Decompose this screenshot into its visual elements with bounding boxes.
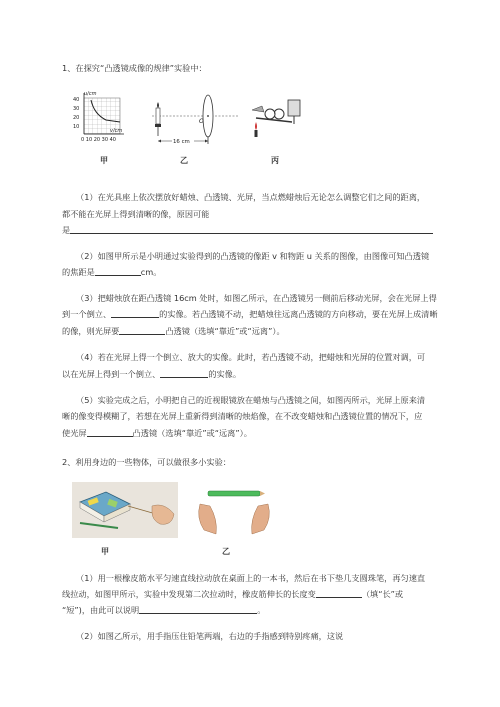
pencil-icon xyxy=(208,491,260,496)
candle-icon xyxy=(155,102,161,136)
q1-p1-line1: （1）在光具座上依次摆放好蜡烛、凸透镜、光屏，当点燃蜡烛后无论怎么调整它们之间的距离， xyxy=(76,192,426,202)
y-axis-label: u/cm xyxy=(84,91,97,97)
y-tick-20: 20 xyxy=(73,115,80,121)
q2-title: 2、利用身边的一些物体，可以做很多小实验： xyxy=(62,457,231,467)
q1-figure-jia xyxy=(70,88,132,160)
right-hand-photo xyxy=(252,504,270,534)
optical-center-label: O xyxy=(199,118,204,125)
uv-graph xyxy=(70,88,132,150)
q1-p1-line3: 是 xyxy=(62,224,433,237)
x-axis-label: v/cm xyxy=(110,128,123,134)
q1-p5-line2: 晰的像变得模糊了，若想在光屏上重新得到清晰的烛焰像，在不改变蜡烛和凸透镜位置的情况下，应 xyxy=(62,411,423,421)
q1-p2-line1: （2）如图甲所示是小明通过实验得到的凸透镜的像距 v 和物距 u 关系的图像，由图像可知凸透镜 xyxy=(76,251,430,261)
answer-blank[interactable] xyxy=(70,224,433,234)
q1-figure-yi xyxy=(150,92,240,150)
q1-p1-line2: 都不能在光屏上得到清晰的像，原因可能 xyxy=(62,209,210,219)
x-ticks: 0 10 20 30 40 xyxy=(81,137,116,143)
q2-p1-line1: （1）用一根橡皮筋水平匀速直线拉动放在桌面上的一本书，然后在书下垫几支圆珠笔，再匀速直 xyxy=(76,573,426,583)
q2-figure-yi xyxy=(196,484,272,540)
q1-p2-line2: 的焦距是 cm。 xyxy=(62,267,162,277)
q1-p3-line2: 到一个倒立、 的实像。若凸透镜不动，把蜡烛往远离凸透镜的方向移动，要在光屏上成清晰 xyxy=(62,309,438,319)
answer-blank[interactable] xyxy=(139,604,257,614)
answer-blank[interactable] xyxy=(95,266,141,276)
q1-p3-line3: 的像，则光屏要 凸透镜（选填“靠近”或“远离”）。 xyxy=(62,326,285,336)
q1-p5-line3: 使光屏 凸透镜（选填“靠近”或“远离”）。 xyxy=(62,428,252,438)
y-tick-30: 30 xyxy=(73,106,80,112)
q2-p1-line3: “短”)，由此可以说明 。 xyxy=(62,605,266,615)
caption-q2-yi: 乙 xyxy=(222,547,230,556)
q2-p2-line1: （2）如图乙所示，用手指压住铅笔两端，右边的手指感到特别疼痛，这说 xyxy=(76,631,344,641)
q2-figure-jia xyxy=(72,482,178,538)
answer-blank[interactable] xyxy=(119,325,165,335)
apparatus-photo xyxy=(252,100,300,137)
answer-blank[interactable] xyxy=(111,308,159,318)
caption-jia: 甲 xyxy=(100,156,108,165)
answer-blank[interactable] xyxy=(316,588,362,598)
q1-figure-bing xyxy=(248,96,308,140)
distance-label: 16 cm xyxy=(173,139,190,145)
q2-p1-line2: 线拉动，如图甲所示，实验中发现第二次拉动时，橡皮筋伸长的长度变 （填“长”或 xyxy=(62,589,404,599)
convex-lens-icon xyxy=(203,95,213,144)
y-tick-40: 40 xyxy=(73,97,80,103)
caption-bing: 丙 xyxy=(271,156,279,165)
answer-blank[interactable] xyxy=(160,368,208,378)
answer-blank[interactable] xyxy=(87,427,133,437)
caption-q2-jia: 甲 xyxy=(101,547,109,556)
q1-p4-line2: 以在光屏上得到一个倒立、 的实像。 xyxy=(62,369,242,379)
optical-center-dot xyxy=(207,115,209,117)
q1-title: 1、在探究“凸透镜成像的规律”实验中： xyxy=(62,63,207,73)
left-hand-photo xyxy=(199,504,217,534)
q1-p4-line1: （4）若在光屏上得一个倒立、放大的实像。此时，若凸透镜不动，把蜡烛和光屏的位置对调，可 xyxy=(76,352,426,362)
q1-p5-line1: （5）实验完成之后，小明把自己的近视眼镜放在蜡烛与凸透镜之间，如图丙所示，光屏上原来清 xyxy=(76,395,426,405)
y-tick-10: 10 xyxy=(73,124,80,130)
q1-p3-line1: （3）把蜡烛放在距凸透镜 16cm 处时，如图乙所示，在凸透镜另一侧前后移动光屏，会在光屏上得 xyxy=(76,293,437,303)
caption-yi: 乙 xyxy=(180,156,188,165)
